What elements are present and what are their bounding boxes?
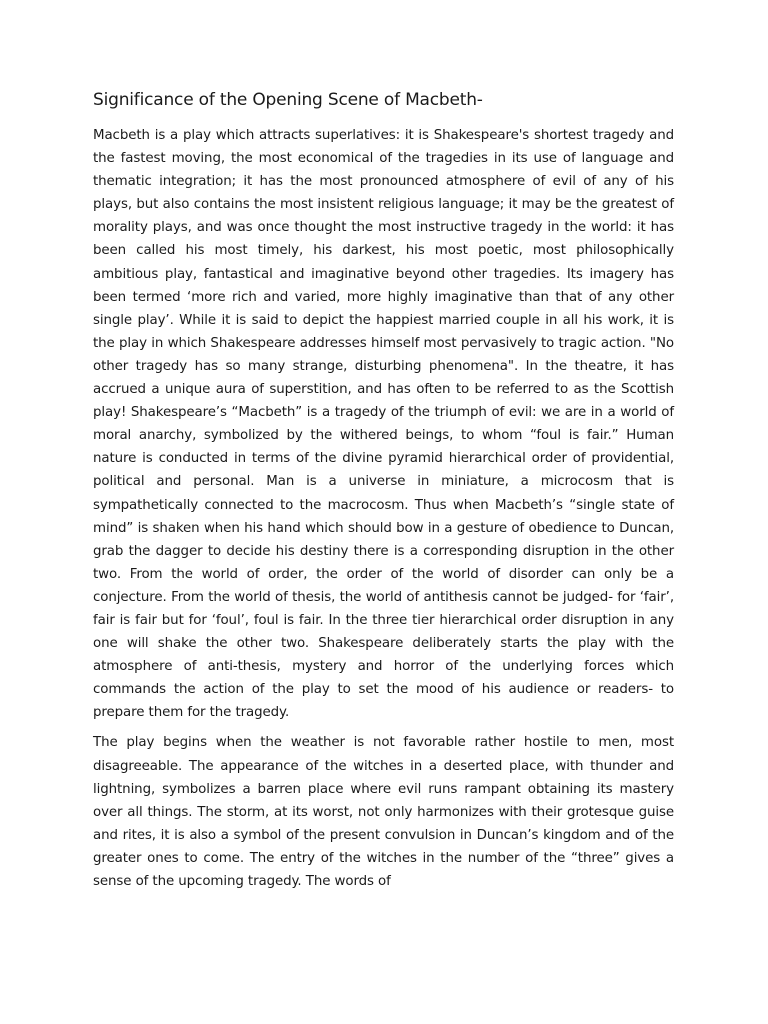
document-title: Significance of the Opening Scene of Macbeth- [93, 90, 483, 110]
document-body [93, 124, 674, 900]
paragraph-2: The play begins when the weather is not favorable rather hostile to men, most disagreeable. The appearance of the witches in a deserted place, with thunder and lightning, symbolizes a barren place where evil runs rampant obtaining its mastery over all things. The storm, at its worst, not only harmonizes with their grotesque guise and rites, it is also a symbol of the present convulsion in Duncan’s kingdom and of the greater ones to come. The entry of the witches in the number of the “three” gives a sense of the upcoming tragedy. The words of [93, 735, 674, 889]
paragraph-1: Macbeth is a play which attracts superlatives: it is Shakespeare's shortest tragedy and the fastest moving, the most economical of the tragedies in its use of language and thematic integration; it has the most pronounced atmosphere of evil of any of his plays, but also contains the most insistent religious language; it may be the greatest of morality plays, and was once thought the most instructive tragedy in the world: it has been called his most timely, his darkest, his most poetic, most philosophically ambitious play, fantastical and imaginative beyond other tragedies. Its imagery has been termed ‘more rich and varied, more highly imaginative than that of any other single play’. While it is said to depict the happiest married couple in all his work, it is the play in which Shakespeare addresses himself most pervasively to tragic action. "No other tragedy has so many strange, disturbing phenomena". In the theatre, it has accrued a unique aura of superstition, and has often to be referred to as the Scottish play! Shakespeare’s “Macbeth” is a tragedy of the triumph of evil: we are in a world of moral anarchy, symbolized by the withered beings, to whom “foul is fair.” Human nature is conducted in terms of the divine pyramid hierarchical order of providential, political and personal. Man is a universe in miniature, a microcosm that is sympathetically connected to the macrocosm. Thus when Macbeth’s “single state of mind” is shaken when his hand which should bow in a gesture of obedience to Duncan, grab the dagger to decide his destiny there is a corresponding disruption in the other two. From the world of order, the order of the world of disorder can only be a conjecture. From the world of thesis, the world of antithesis cannot be judged- for ‘fair’, fair is fair but for ‘foul’, foul is fair. In the three tier hierarchical order disruption in any one will shake the other two. Shakespeare deliberately starts the play with the atmosphere of anti-thesis, mystery and horror of the underlying forces which commands the action of the play to set the mood of his audience or readers- to prepare them for the tragedy. [93, 128, 674, 721]
